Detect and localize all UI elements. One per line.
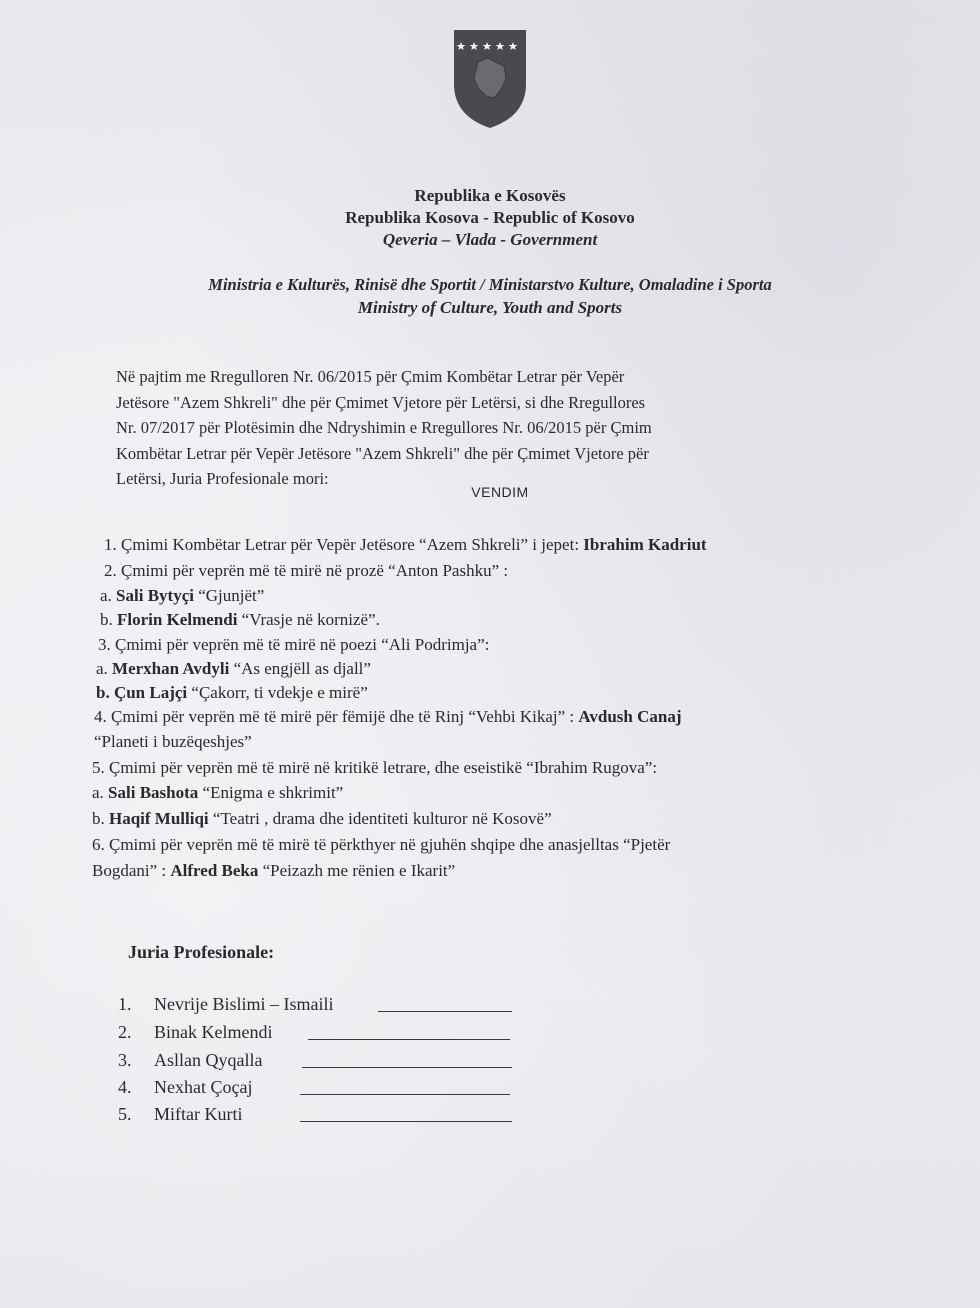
header-republic-multilang: Republika Kosova - Republic of Kosovo <box>345 208 635 227</box>
decision-item: 5. Çmimi për veprën më të mirë në kritikë letrare, dhe eseistikë “Ibrahim Rugova”: <box>92 758 658 777</box>
decision-item: Bogdani” : Alfred Beka “Peizazh me rënien e Ikarit” <box>92 861 456 880</box>
jury-member: 1. Nevrije Bislimi – Ismaili <box>118 994 334 1014</box>
decision-item: b. Florin Kelmendi “Vrasje në kornizë”. <box>100 610 380 629</box>
signature-line <box>308 1038 510 1040</box>
decision-item: b. Haqif Mulliqi “Teatri , drama dhe identiteti kulturor në Kosovë” <box>92 809 552 828</box>
header-ministry: Ministria e Kulturës, Rinisë dhe Sportit / Ministarstvo Kulture, Omaladine i Sporta <box>208 275 772 294</box>
jury-member: 4. Nexhat Çoçaj <box>118 1077 253 1097</box>
signature-line <box>302 1066 512 1068</box>
intro-paragraph <box>116 364 812 492</box>
jury-member: 5. Miftar Kurti <box>118 1104 243 1124</box>
jury-member: 2. Binak Kelmendi <box>118 1022 273 1042</box>
decision-item: a. Sali Bytyçi “Gjunjët” <box>100 586 265 605</box>
intro-line: Jetësore "Azem Shkreli" dhe për Çmimet Vjetore për Letërsi, si dhe Rregullores <box>116 392 646 412</box>
decision-item: 4. Çmimi për veprën më të mirë për fëmijë dhe të Rinj “Vehbi Kikaj” : Avdush Canaj <box>94 707 682 726</box>
decision-item: 6. Çmimi për veprën më të mirë të përkthyer në gjuhën shqipe dhe anasjelltas “Pjetër <box>92 835 671 854</box>
intro-line: Në pajtim me Rregulloren Nr. 06/2015 për Çmim Kombëtar Letrar për Vepër <box>116 367 625 386</box>
decision-item: “Planeti i buzëqeshjes” <box>94 732 252 751</box>
decision-item: 2. Çmimi për veprën më të mirë në prozë “Anton Pashku” : <box>104 561 509 580</box>
intro-line: Letërsi, Juria Profesionale mori: <box>116 469 329 488</box>
header-republic-sq: Republika e Kosovës <box>414 186 566 205</box>
jury-title: Juria Profesionale: <box>128 942 275 962</box>
signature-line <box>300 1120 512 1122</box>
kosovo-coat-of-arms-emblem <box>450 26 530 130</box>
jury-member: 3. Asllan Qyqalla <box>118 1050 263 1070</box>
header-government: Qeveria – Vlada - Government <box>382 230 598 249</box>
signature-line <box>300 1093 510 1095</box>
decision-item: b. Çun Lajçi “Çakorr, ti vdekje e mirë” <box>96 683 368 702</box>
header-ministry-en: Ministry of Culture, Youth and Sports <box>357 298 623 317</box>
decision-heading: VENDIM <box>471 484 529 500</box>
intro-line: Kombëtar Letrar për Vepër Jetësore "Azem Shkreli" dhe për Çmimet Vjetore për <box>116 443 649 463</box>
decision-item: 1. Çmimi Kombëtar Letrar për Vepër Jetësore “Azem Shkreli” i jepet: Ibrahim Kadriut <box>104 535 707 554</box>
decision-item: a. Merxhan Avdyli “As engjëll as djall” <box>96 659 371 678</box>
signature-line <box>378 1010 512 1012</box>
decision-item: 3. Çmimi për veprën më të mirë në poezi “Ali Podrimja”: <box>98 635 490 654</box>
decision-item: a. Sali Bashota “Enigma e shkrimit” <box>92 783 344 802</box>
intro-line: Nr. 07/2017 për Plotësimin dhe Ndryshimin e Rregullores Nr. 06/2015 për Çmim <box>116 418 652 437</box>
